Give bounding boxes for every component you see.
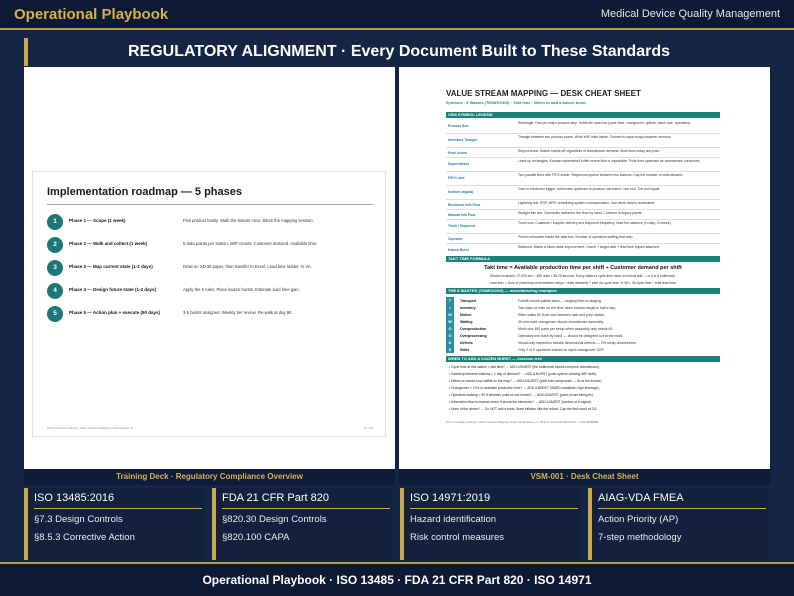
standard-divider: [410, 508, 578, 509]
legend-description: Card or electronic trigger. Authorizes upstream to produce one batch / one unit. The pull signal.: [518, 187, 661, 191]
legend-description: Lightning bolt. ERP, MRP, scheduling system communication. Use when data is automated.: [518, 201, 655, 205]
slide-footer-text: [Your Company Name] | Value Stream Mapping Training Deck v1: [47, 426, 134, 430]
sheet-title: VALUE STREAM MAPPING — DESK CHEAT SHEET: [446, 89, 641, 98]
phase-title: Phase 5 — Action plan + execute (90 days): [69, 310, 160, 315]
phase-description: 5 data points per station. WIP counts. Customer demand. Available time.: [183, 241, 318, 246]
waste-letter: T: [446, 297, 454, 304]
training-deck-preview[interactable]: [24, 67, 395, 469]
waste-name: Overproduction: [460, 327, 487, 331]
legend-description: Two parallel lines with FIFO inside. Sequenced queue between two stations. Cap the number of units allowed.: [518, 173, 683, 177]
roadmap-slide: [32, 171, 386, 437]
slide-title: Implementation roadmap — 5 phases: [47, 186, 242, 198]
standard-title: ISO 13485:2016: [34, 492, 115, 504]
legend-symbol: Operator: [448, 237, 463, 241]
burst-rule: • None of the above? → Do NOT add a burst. Burst inflation kills the rollout. Cap the first round at 3-5.: [449, 407, 598, 411]
waste-row: [446, 346, 720, 353]
standard-card-iso13485: [24, 488, 204, 560]
phase-description: Apply the 5 rules. Place kaizen bursts. Estimate lead time gain.: [183, 287, 300, 292]
legend-symbol: Manual Info Flow: [448, 213, 476, 217]
section-banner: [24, 38, 770, 66]
phase-description: Pick product family. Walk the stream once. Block the mapping session.: [183, 218, 314, 223]
phase-title: Phase 4 — Design future state (1-2 days): [69, 287, 157, 292]
standard-divider: [34, 508, 202, 509]
waste-name: Overprocessing: [460, 334, 487, 338]
slide-footer: [47, 426, 373, 430]
standard-clause: Hazard identification: [410, 514, 497, 525]
phase-row: [47, 237, 377, 255]
phase-description: 3-5 bursts assigned. Weekly tier review. Re-walk at day 90.: [183, 310, 293, 315]
standard-clause: Action Priority (AP): [598, 514, 679, 525]
legend-symbol: Kanban (signal): [448, 190, 474, 194]
footer-text: Operational Playbook · ISO 13485 · FDA 21 CFR Part 820 · ISO 14971: [202, 573, 592, 587]
legend-symbol: Kaizen Burst: [448, 248, 469, 252]
standard-clause: Risk control measures: [410, 532, 504, 543]
burst-rule: • Cycle time at this station > takt time? → ADD A BURST (the bottleneck blocks everyone downstream).: [449, 365, 600, 369]
banner-title: REGULATORY ALIGNMENT · Every Document Built to These Standards: [128, 43, 670, 60]
standard-clause: §7.3 Design Controls: [34, 514, 123, 525]
phase-row: [47, 306, 377, 324]
standard-clause: §820.100 CAPA: [222, 532, 290, 543]
training-deck-caption: Training Deck · Regulatory Compliance Overview: [24, 469, 395, 485]
phase-number-badge: 2: [47, 237, 63, 253]
legend-description: Starburst. Marks a future-state improvement. Owner + target date + lead time impact attached.: [518, 245, 660, 249]
takt-formula: Takt time = Available production time per shift ÷ Customer demand per shift: [484, 265, 682, 271]
waste-letter: W: [446, 318, 454, 325]
header-subtitle: Medical Device Quality Management: [600, 8, 780, 20]
phase-number-badge: 4: [47, 283, 63, 299]
legend-symbol: Electronic Info Flow: [448, 203, 481, 207]
waste-letter: I: [446, 304, 454, 311]
legend-description: Triangle between two process boxes. Write WIP units inside. Convert to days using customer demand.: [518, 135, 672, 139]
waste-name: Skills: [460, 348, 470, 352]
waste-example: Only 2 of 5 operators trained on rapid-changeover SOP.: [518, 348, 605, 352]
standard-title: FDA 21 CFR Part 820: [222, 492, 329, 504]
burst-rule: • Changeover > 10% of available production time? → ADD A BURST (SMED candidate; high-leverage).: [449, 386, 600, 390]
waste-example: Visual-only inspection misses dimensional defects — 2% scrap downstream.: [518, 341, 637, 345]
waste-example: 30-min mold changeover blocks downstream assembly.: [518, 320, 604, 324]
standard-card-iso14971: [400, 488, 580, 560]
legend-description: Rectangle. One per major process step. Holds the data box (cycle time, changeover, uptime, batch size, operators).: [518, 121, 692, 125]
waste-name: Inventory: [460, 306, 476, 310]
cheat-sheet-caption: VSM-001 · Desk Cheat Sheet: [399, 469, 770, 485]
slide-page-number: 11 / 16: [364, 426, 373, 430]
phase-number-badge: 5: [47, 306, 63, 322]
standard-clause: §820.30 Design Controls: [222, 514, 327, 525]
lead-time-formula: Lead time = Sum of (inventory units between steps ÷ daily demand) + total VA cycle time. % VA = VA cycle time ÷ total lead time.: [489, 281, 677, 285]
legend-symbol: Truck / Shipment: [448, 224, 476, 228]
waste-example: Mold runs 480 parts per setup when assembly only needs 60.: [518, 327, 614, 331]
legend-symbol: FIFO Lane: [448, 176, 465, 180]
standard-title: ISO 14971:2019: [410, 492, 491, 504]
sheet-footer: [Your Company Name] | Value Stream Mapping Desk Cheat Sheet v1 | Brand: Charcoal #2C2C2C + Teal #008B8B: [446, 420, 599, 424]
legend-symbol: Push Arrow: [448, 151, 467, 155]
standard-clause: §8.5.3 Corrective Action: [34, 532, 135, 543]
phase-title: Phase 2 — Walk and collect (1 week): [69, 241, 148, 246]
waste-name: Defects: [460, 341, 473, 345]
phase-row: [47, 260, 377, 278]
waste-letter: S: [446, 346, 454, 353]
standard-title: AIAG-VDA FMEA: [598, 492, 684, 504]
waste-example: Two days of resin on the floor when kanban target is half a day.: [518, 306, 616, 310]
waste-letter: O: [446, 332, 454, 339]
burst-rule: • Operators walking > 50 ft between point-of-use moves? → ADD A BURST (point-of-use kitting fix).: [449, 393, 594, 397]
cheat-sheet-preview[interactable]: [399, 67, 770, 469]
standard-card-fda-820: [212, 488, 392, 560]
takt-header: TAKT TIME FORMULA: [446, 256, 720, 262]
waste-letter: M: [446, 311, 454, 318]
waste-example: Kitter walks 80 ft per cart between rack and prep station.: [518, 313, 606, 317]
legend-description: Straight thin line. Schedules walked to the floor by hand. Common in legacy plants.: [518, 211, 643, 215]
kaizen-header: WHEN TO ADD A KAIZEN BURST — decision tree: [446, 356, 720, 362]
phase-number-badge: 1: [47, 214, 63, 230]
burst-rule: • Defect or rework loop visible on the map? → ADD A BURST (yield loss compounds — fix at the source).: [449, 379, 603, 383]
brand-title: Operational Playbook: [14, 6, 169, 23]
burst-rule: • Information flow is manual where it should be electronic? → ADD A BURST (kanban or e-signal).: [449, 400, 592, 404]
wastes-header: THE 8 WASTES (TIMWOODS) — manufacturing examples: [446, 288, 720, 294]
waste-letter: D: [446, 339, 454, 346]
waste-name: Transport: [460, 299, 477, 303]
phase-description: Draw on 24×36 paper, then transfer to Excel. Lead time ladder. % VA.: [183, 264, 312, 269]
waste-example: Operators trim flash by hand — should be designed out at the mold.: [518, 334, 624, 338]
phase-number-badge: 3: [47, 260, 63, 276]
legend-description: Lined-up rectangles. Kanban-replenished buffer where flow is impossible. Pulls from upstream as downstream consumes.: [518, 159, 701, 163]
waste-name: Motion: [460, 313, 472, 317]
legend-symbol: Supermarket: [448, 162, 469, 166]
waste-example: Forklift moves pallets twice — staging then re-staging.: [518, 299, 602, 303]
legend-header: VSM SYMBOL LEGEND: [446, 112, 720, 118]
legend-description: Striped arrow. Station hands off regardless of downstream demand. Most lines today are push.: [518, 149, 660, 153]
takt-example: Worked example: 27,000 sec ÷ 480 units = 56.25 sec/unit. Every station's cycle time must run below takt — or it is a bottleneck.: [490, 274, 676, 278]
standard-card-aiag-vda-fmea: [588, 488, 768, 560]
legend-symbol: Inventory Triangle: [448, 138, 478, 142]
slide-divider: [47, 204, 373, 205]
phase-row: [47, 214, 377, 232]
phase-row: [47, 283, 377, 301]
top-bar: [0, 0, 794, 30]
standard-divider: [222, 508, 390, 509]
standard-clause: 7-step methodology: [598, 532, 682, 543]
waste-name: Waiting: [460, 320, 473, 324]
sheet-subtitle: Symbols · 8 Wastes (TIMWOODS) · Takt time · When to add a kaizen burst: [446, 100, 586, 105]
legend-description: Person silhouette inside the data box. Number of operators staffing that step.: [518, 235, 634, 239]
phase-title: Phase 3 — Map current state (1-2 days): [69, 264, 153, 269]
legend-description: Truck icon. Customer / supplier delivery and shipment frequency. Note the cadence (1×/day, 2×/week).: [518, 221, 672, 225]
standard-divider: [598, 508, 766, 509]
burst-rule: • Inventory between stations > 1 day of demand? → ADD A BURST (push system creating WIP debt).: [449, 372, 597, 376]
waste-letter: O: [446, 325, 454, 332]
footer-bar: [0, 562, 794, 596]
legend-symbol: Process Box: [448, 124, 469, 128]
phase-title: Phase 1 — Scope (1 week): [69, 218, 126, 223]
